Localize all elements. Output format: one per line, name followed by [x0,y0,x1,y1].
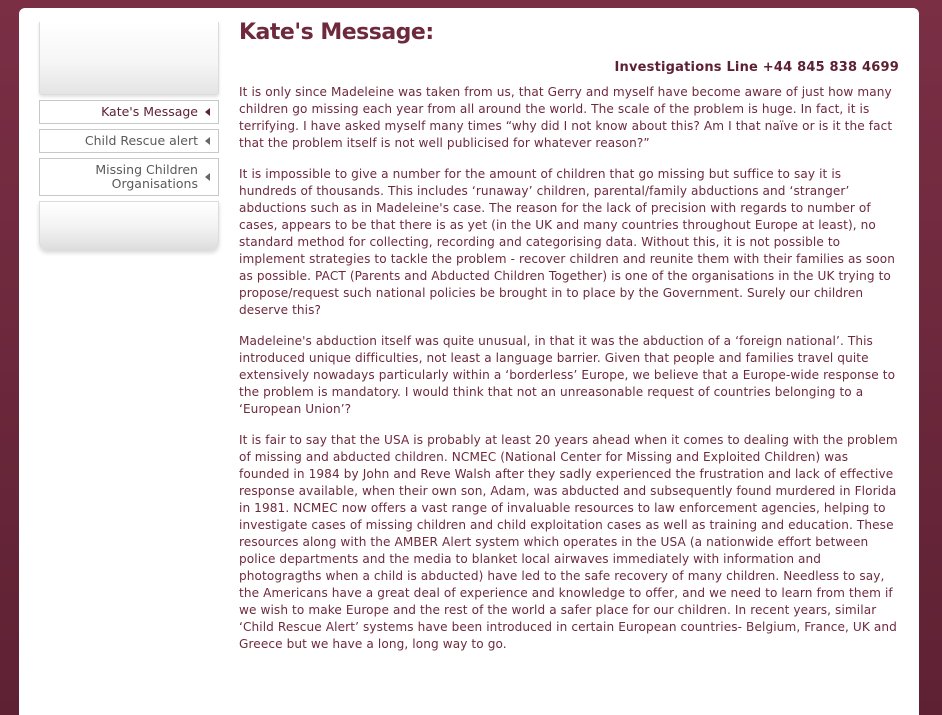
sidebar-item-label: Kate's Message [101,104,198,119]
paragraph: It is only since Madeleine was taken from us, that Gerry and myself have become aware of just how many children go missing each year from all around the world. The scale of the problem is huge. In fact, it is terrifying. I have asked myself many times “why did I not know about this? Am I that naïve or is it the fact that the problem itself is not well publicised for whatever reason?” [239,85,893,150]
page-panel [19,8,919,715]
arrow-left-icon [205,108,210,116]
paragraph: Madeleine's abduction itself was quite unusual, in that it was the abduction of a ‘foreign national’. This introduced unique difficulties, not least a language barrier. Given that people and families travel quite extensively nowadays particularly within a ‘borderless’ Europe, we believe that a Europe-wide response to the problem is mandatory. I would think that not an unreasonable request of countries belonging to a ‘European Union’? [239,334,896,416]
paragraph: It is fair to say that the USA is probably at least 20 years ahead when it comes to dealing with the problem of missing and abducted children. NCMEC (National Center for Missing and Exploited Children) was founded in 1984 by John and Reve Walsh after they sadly experienced the frustration and lack of effective response available, when their own son, Adam, was abducted and subsequently found murdered in Florida in 1981. NCMEC now offers a vast range of invaluable resources to law enforcement agencies, helping to investigate cases of missing children and child exploitation cases as well as training and education. These resources along with the AMBER Alert system which operates in the USA (a nationwide effort between police departments and the media to blanket local airwaves immediately with information and photogragths when a child is abducted) have led to the safe recovery of many children. Needless to say, the Americans have a great deal of experience and knowledge to offer, and we need to learn from them if we wish to make Europe and the rest of the world a safer place for our children. In recent years, similar ‘Child Rescue Alert’ systems have been introduced in certain European countries- Belgium, France, UK and Greece but we have a long, long way to go. [239,433,898,651]
arrow-left-icon [205,173,210,181]
page-title: Kate's Message: [239,20,434,45]
sidebar-top-panel [39,22,219,95]
sidebar [39,22,219,250]
sidebar-item-child-rescue-alert[interactable] [39,129,219,153]
sidebar-bottom-panel [39,201,219,250]
sidebar-nav [39,100,219,196]
investigations-line: Investigations Line +44 845 838 4699 [614,60,899,75]
main-content [239,20,899,653]
arrow-left-icon [205,137,210,145]
paragraph: It is impossible to give a number for the amount of children that go missing but suffice to say it is hundreds of thousands. This includes ‘runaway’ children, parental/family abductions and ‘stranger’ abductions such as in Madeleine's case. The reason for the lack of precision with regards to number of cases, appears to be that there is as yet (in the UK and many countries throughout Europe at least), no standard method for collecting, recording and categorising data. Without this, it is not possible to implement strategies to tackle the problem - recover children and reunite them with their families as soon as possible. PACT (Parents and Abducted Children Together) is one of the organisations in the UK trying to propose/request such national policies be brought in to place by the Government. Surely our children deserve this? [239,167,896,317]
sidebar-item-label: Missing Children Organisations [95,162,198,191]
sidebar-item-kates-message[interactable] [39,100,219,124]
sidebar-item-missing-children-organisations[interactable] [39,158,219,196]
sidebar-item-label: Child Rescue alert [84,133,198,148]
